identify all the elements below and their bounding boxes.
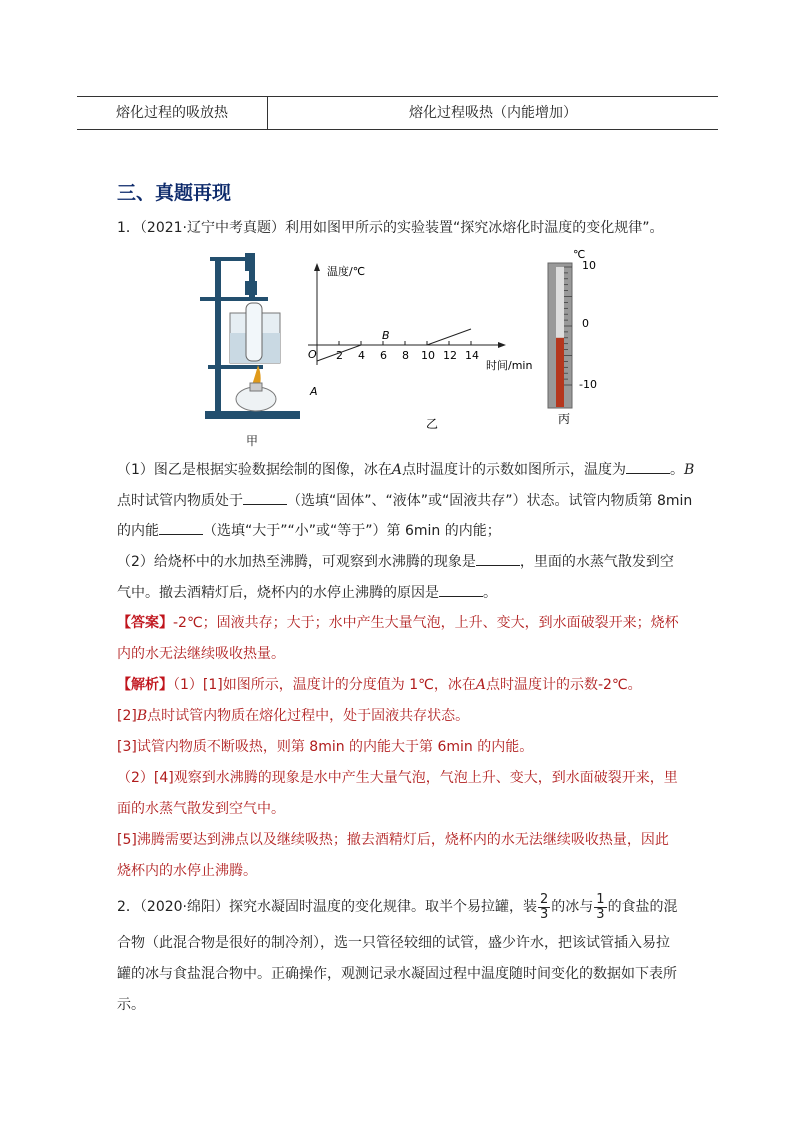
- thermometer-figure: [548, 248, 597, 426]
- fraction-one-third: $\frac{1}{3}$: [596, 891, 605, 922]
- answer-text: -2℃；固液共存；大于；水中产生大量气泡，上升、变大，到水面破裂开来；烧杯: [173, 615, 679, 631]
- analysis-text: 点时温度计的示数-2℃。: [485, 677, 642, 693]
- analysis-line7: 烧杯内的水停止沸腾。: [117, 863, 257, 879]
- q1-text: 。: [670, 462, 685, 478]
- q2-text: 的冰与: [551, 899, 594, 915]
- x-tick-label: 10: [421, 349, 435, 362]
- answer-blank[interactable]: [439, 582, 483, 597]
- apparatus-figure: [200, 253, 300, 448]
- x-tick-label: 8: [402, 349, 409, 362]
- q1-text: 气中。撤去酒精灯后，烧杯内的水停止沸腾的原因是: [117, 585, 439, 601]
- q1-part1-line1: [117, 459, 697, 480]
- q2-text: 2．（2020·绵阳）探究水凝固时温度的变化规律。取半个易拉罐，装: [117, 899, 537, 915]
- q2-line4: 示。: [117, 997, 145, 1013]
- answer-line1: [117, 613, 697, 633]
- point-b-label: B: [382, 329, 390, 342]
- q2-text: 的食盐的混: [607, 899, 678, 915]
- answer-blank[interactable]: [476, 551, 520, 566]
- point-a-ref: A: [391, 462, 403, 478]
- thermo-unit: ℃: [573, 248, 586, 261]
- x-tick-label: 14: [465, 349, 479, 362]
- q2-line1: [117, 890, 697, 924]
- analysis-text: 点时试管内物质在熔化过程中，处于固液共存状态。: [147, 708, 470, 724]
- q1-text: （1）图乙是根据实验数据绘制的图像，冰在: [117, 462, 392, 478]
- q1-text: （2）给烧杯中的水加热至沸腾，可观察到水沸腾的现象是: [117, 554, 476, 570]
- label-jia: 甲: [246, 434, 259, 448]
- point-a-ref: A: [475, 677, 486, 693]
- answer-blank[interactable]: [159, 520, 203, 535]
- x-tick-label: 6: [380, 349, 387, 362]
- point-b-ref: B: [136, 708, 148, 724]
- analysis-line6: [5]沸腾需要达到沸点以及继续吸热；撤去酒精灯后，烧杯内的水无法继续吸收热量，因此: [117, 832, 669, 848]
- q1-text: ，里面的水蒸气散发到空: [519, 554, 674, 570]
- analysis-line4: （2）[4]观察到水沸腾的现象是水中产生大量气泡，气泡上升、变大，到水面破裂开来，里: [117, 770, 678, 786]
- analysis-line3: [3]试管内物质不断吸热，则第 8min 的内能大于第 6min 的内能。: [117, 739, 534, 755]
- table-cell-topic: 熔化过程的吸放热: [77, 97, 268, 129]
- answer-label: 【答案】: [117, 615, 173, 631]
- q1-stem: 1．（2021·辽宁中考真题）利用如图甲所示的实验装置“探究冰熔化时温度的变化规律”。: [117, 220, 664, 236]
- section-title: 三、真题再现: [117, 182, 232, 204]
- answer-blank[interactable]: [626, 459, 670, 474]
- analysis-line5: 面的水蒸气散发到空气中。: [117, 801, 285, 817]
- x-tick-label: 4: [358, 349, 365, 362]
- point-b-ref: B: [684, 462, 695, 478]
- y-axis-arrow: [314, 263, 320, 271]
- q1-text: （选填“大于”“小”或“等于”）第 6min 的内能；: [203, 523, 501, 539]
- answer-line2: 内的水无法继续吸收热量。: [117, 646, 285, 662]
- fraction-two-thirds: $\frac{2}{3}$: [540, 891, 549, 922]
- label-bing: 丙: [558, 412, 571, 426]
- point-a-label: A: [310, 385, 318, 398]
- thermo-label-neg10: -10: [579, 378, 597, 391]
- temperature-time-chart: [308, 263, 532, 431]
- label-yi: 乙: [426, 417, 439, 431]
- analysis-text: （1）[1]如图所示，温度计的分度值为 1℃，冰在: [173, 677, 476, 693]
- q1-text: （选填“固体”、“液体”或“固液共存”）状态。试管内物质第 8min: [287, 493, 693, 509]
- y-axis-label: 温度/℃: [327, 265, 366, 278]
- q1-part1-line2: [117, 490, 697, 511]
- x-axis-label: 时间/min: [486, 359, 533, 372]
- x-tick-label: 2: [336, 349, 343, 362]
- q1-part1-line3: [117, 520, 697, 541]
- origin-label: O: [308, 348, 317, 361]
- summary-table-row: [77, 96, 718, 130]
- analysis-line1: [117, 675, 697, 695]
- q1-figure: [190, 245, 610, 450]
- x-axis-arrow: [498, 342, 506, 348]
- answer-blank[interactable]: [243, 490, 287, 505]
- table-cell-content: 熔化过程吸热（内能增加）: [409, 105, 577, 121]
- q1-text: 。: [483, 585, 497, 601]
- analysis-label: 【解析】: [117, 677, 173, 693]
- q1-part2-line1: [117, 551, 697, 572]
- thermo-mercury: [556, 338, 564, 407]
- q1-part2-line2: [117, 582, 697, 603]
- analysis-line2: [117, 706, 697, 726]
- q2-line3: 罐的冰与食盐混合物中。正确操作，观测记录水凝固过程中温度随时间变化的数据如下表所: [117, 966, 677, 982]
- q1-text: 的内能: [117, 523, 159, 539]
- q2-line2: 合物（此混合物是很好的制冷剂），选一只管径较细的试管，盛少许水，把该试管插入易拉: [117, 935, 670, 951]
- q1-text: 点时试管内物质处于: [117, 493, 243, 509]
- thermo-label-0: 0: [582, 317, 589, 330]
- analysis-text: [2]: [117, 708, 137, 724]
- x-tick-label: 12: [443, 349, 457, 362]
- thermo-label-10: 10: [582, 259, 596, 272]
- q1-text: 点时温度计的示数如图所示，温度为: [402, 462, 627, 478]
